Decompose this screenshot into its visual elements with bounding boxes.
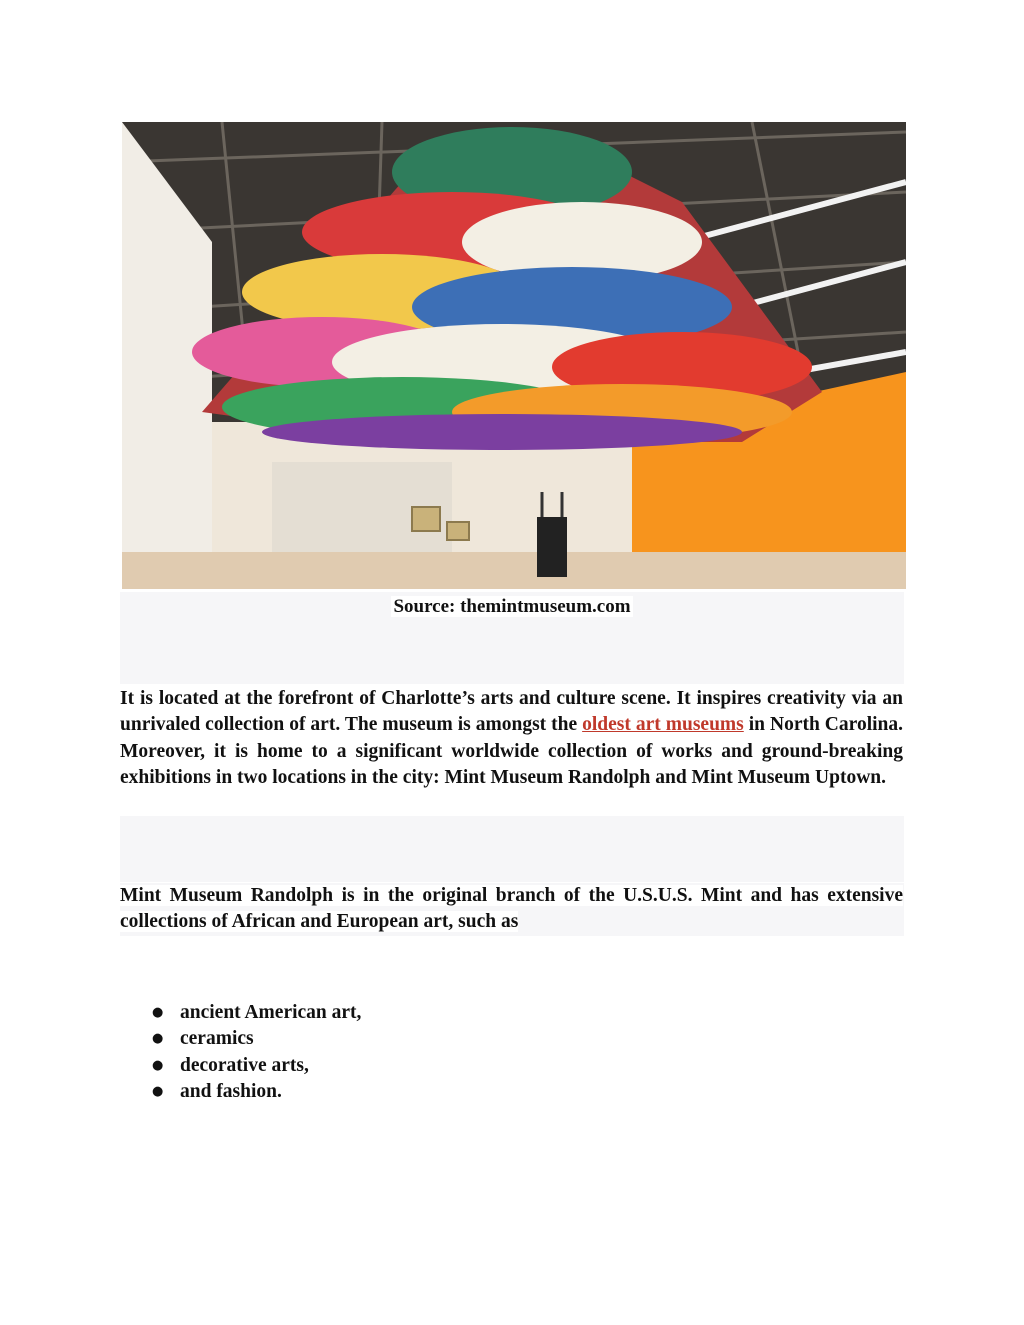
paragraph-intro-text-1: It is located at the forefront of Charlotte’s arts and culture scene. It inspires creativity via an unrivaled collection of art. The museum is amongst the — [120, 688, 903, 736]
image-caption — [120, 596, 904, 618]
museum-photo — [122, 122, 906, 589]
image-caption-text: Source: themintmuseum.com — [393, 596, 631, 617]
paragraph-randolph — [120, 883, 903, 936]
list-item — [120, 1000, 361, 1026]
bullet-icon: ● — [152, 1005, 164, 1020]
museum-photo-illustration — [122, 122, 906, 589]
list-item — [120, 1026, 361, 1052]
bullet-icon: ● — [152, 1084, 164, 1100]
paragraph-randolph-text: Mint Museum Randolph is in the original branch of the U.S.U.S. Mint and has extensive collections of African and European art, such as — [120, 885, 903, 933]
bullet-icon: ● — [152, 1057, 164, 1073]
list-item-text: ceramics — [180, 1028, 254, 1050]
list-item — [120, 1053, 361, 1079]
list-item-text: and fashion. — [180, 1081, 282, 1103]
paragraph-intro — [120, 686, 903, 792]
paragraph-intro-text-2: in North Carolina. Moreover, it is home to a significant worldwide collection of works and ground-breaking exhibitions in two locations in the city: Mint Museum Randolph and Mint Museum Uptown. — [120, 714, 903, 789]
oldest-art-museums-link[interactable]: oldest art museums — [582, 714, 744, 736]
list-item — [120, 1079, 361, 1105]
collections-list — [120, 1000, 361, 1106]
list-item-text: decorative arts, — [180, 1054, 309, 1076]
list-item-text: ancient American art, — [180, 1002, 362, 1023]
caption-band — [120, 592, 904, 684]
bullet-icon: ● — [152, 1031, 164, 1047]
paragraph-band — [120, 816, 904, 882]
